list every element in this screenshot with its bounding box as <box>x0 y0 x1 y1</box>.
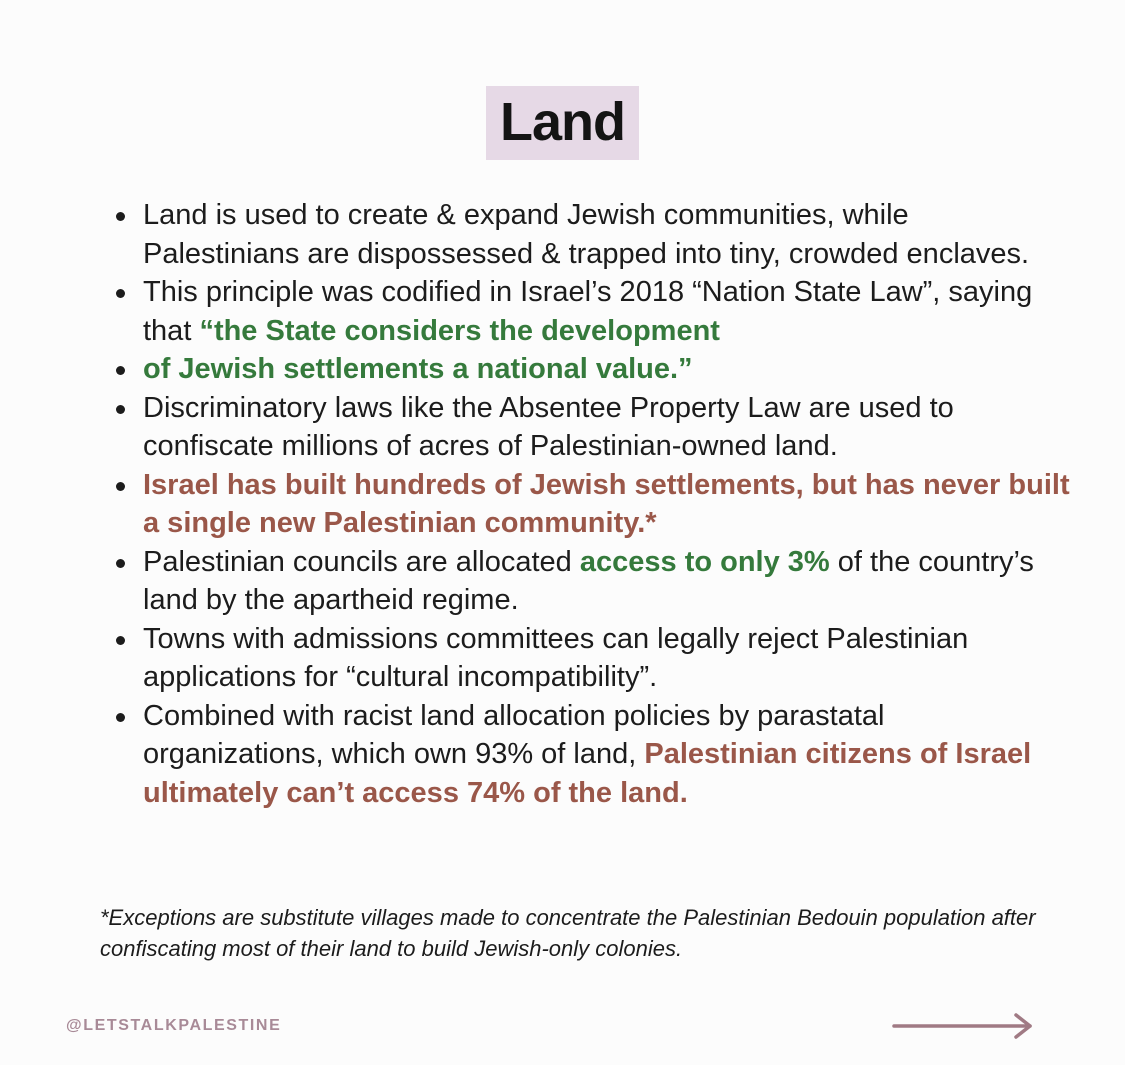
green-emphasis-text: access to only 3% <box>579 545 830 578</box>
title-container <box>0 86 1125 160</box>
bullet-text: Land is used to create & expand Jewish communities, while Palestinians are dispossessed & trapped into tiny, crowded enclaves. <box>143 199 1030 270</box>
account-handle: @LETSTALKPALESTINE <box>66 1017 282 1034</box>
footnote: *Exceptions are substitute villages made to concentrate the Palestinian Bedouin population after confiscating most of their land to build Jewish-only colonies. <box>100 905 1036 961</box>
bullet-item <box>110 350 1070 389</box>
bullet-item <box>110 697 1070 813</box>
green-emphasis-text: “the State considers the development <box>199 314 720 347</box>
bullet-text: Combined with racist land allocation policies by parastatal organizations, which own 93% of land, <box>143 699 885 770</box>
page-title: Land <box>486 86 639 160</box>
bullet-text: of the country’s land by the apartheid regime. <box>143 545 1034 616</box>
arrow-right-icon[interactable] <box>890 1011 1036 1041</box>
bullet-item <box>110 196 1070 273</box>
bullet-item <box>110 389 1070 466</box>
bullet-item <box>110 543 1070 620</box>
red-emphasis-text: Palestinian citizens of Israel ultimately can’t access 74% of the land. <box>143 738 1032 809</box>
bullet-text: Discriminatory laws like the Absentee Property Law are used to confiscate millions of acres of Palestinian-owned land. <box>143 391 954 462</box>
red-emphasis-text: Israel has built hundreds of Jewish settlements, but has never built a single new Palestinian community.* <box>143 468 1070 539</box>
bullet-text: Towns with admissions committees can legally reject Palestinian applications for “cultural incompatibility”. <box>143 622 969 693</box>
green-emphasis-text: of Jewish settlements a national value.” <box>143 353 693 385</box>
bullet-text: Palestinian councils are allocated <box>143 545 580 578</box>
bullet-item <box>110 620 1070 697</box>
bullet-item <box>110 273 1070 350</box>
bullet-text: This principle was codified in Israel’s 2018 “Nation State Law”, saying that <box>143 276 1033 347</box>
bullet-list <box>110 196 1070 812</box>
bullet-item <box>110 466 1070 543</box>
